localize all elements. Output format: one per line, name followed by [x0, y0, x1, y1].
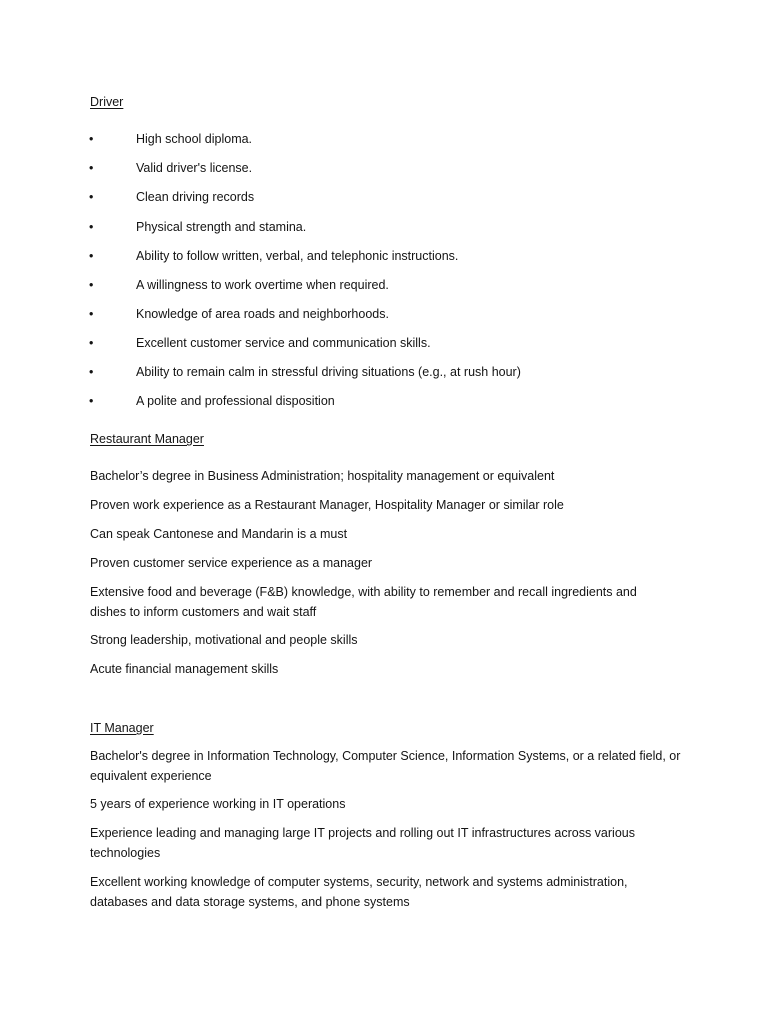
driver-requirement: Valid driver's license.	[136, 161, 253, 175]
restaurant-manager-requirement: Extensive food and beverage (F&B) knowledge, with ability to remember and recall ingredients and dishes to inform customers and wait staff	[90, 585, 637, 619]
driver-requirement: A willingness to work overtime when required.	[136, 278, 389, 292]
list-item	[0, 247, 700, 265]
bullet-icon: •	[89, 190, 94, 204]
list-item	[0, 218, 700, 236]
driver-requirement: Knowledge of area roads and neighborhoods.	[136, 307, 389, 321]
driver-requirement: A polite and professional disposition	[136, 394, 335, 408]
it-manager-requirement: Experience leading and managing large IT projects and rolling out IT infrastructures across various technologies	[90, 826, 635, 860]
driver-requirement: Ability to follow written, verbal, and telephonic instructions.	[136, 249, 459, 263]
it-manager-requirement: 5 years of experience working in IT operations	[90, 797, 346, 811]
list-item	[0, 305, 700, 323]
restaurant-manager-requirement: Strong leadership, motivational and people skills	[90, 633, 358, 647]
bullet-icon: •	[89, 161, 94, 175]
bullet-icon: •	[89, 394, 94, 408]
restaurant-manager-requirement: Proven work experience as a Restaurant Manager, Hospitality Manager or similar role	[90, 498, 564, 512]
driver-requirement: Excellent customer service and communication skills.	[136, 336, 431, 350]
restaurant-manager-requirement: Proven customer service experience as a manager	[90, 556, 373, 570]
bullet-icon: •	[89, 278, 94, 292]
driver-heading: Driver	[90, 95, 124, 109]
it-manager-requirement: Excellent working knowledge of computer systems, security, network and systems administration, databases and data storage systems, and phone systems	[90, 875, 628, 909]
list-item	[0, 188, 700, 206]
driver-requirement: Clean driving records	[136, 190, 255, 204]
list-item	[0, 392, 700, 410]
list-item	[0, 276, 700, 294]
restaurant-manager-requirement: Acute financial management skills	[90, 662, 279, 676]
list-item	[0, 363, 700, 381]
bullet-icon: •	[89, 220, 94, 234]
it-manager-heading: IT Manager	[90, 721, 154, 735]
bullet-icon: •	[89, 365, 94, 379]
bullet-icon: •	[89, 132, 94, 146]
it-manager-requirement: Bachelor's degree in Information Technology, Computer Science, Information Systems, or a related field, or equivalent experience	[90, 749, 681, 783]
driver-requirement: Physical strength and stamina.	[136, 220, 307, 234]
list-item	[0, 130, 700, 148]
driver-requirement: Ability to remain calm in stressful driving situations (e.g., at rush hour)	[136, 365, 521, 379]
restaurant-manager-requirement: Can speak Cantonese and Mandarin is a must	[90, 527, 348, 541]
bullet-icon: •	[89, 336, 94, 350]
list-item	[0, 159, 700, 177]
bullet-icon: •	[89, 249, 94, 263]
restaurant-manager-requirement: Bachelor’s degree in Business Administration; hospitality management or equivalent	[90, 469, 555, 483]
bullet-icon: •	[89, 307, 94, 321]
driver-requirement: High school diploma.	[136, 132, 253, 146]
list-item	[0, 334, 700, 352]
restaurant-manager-heading: Restaurant Manager	[90, 432, 204, 446]
